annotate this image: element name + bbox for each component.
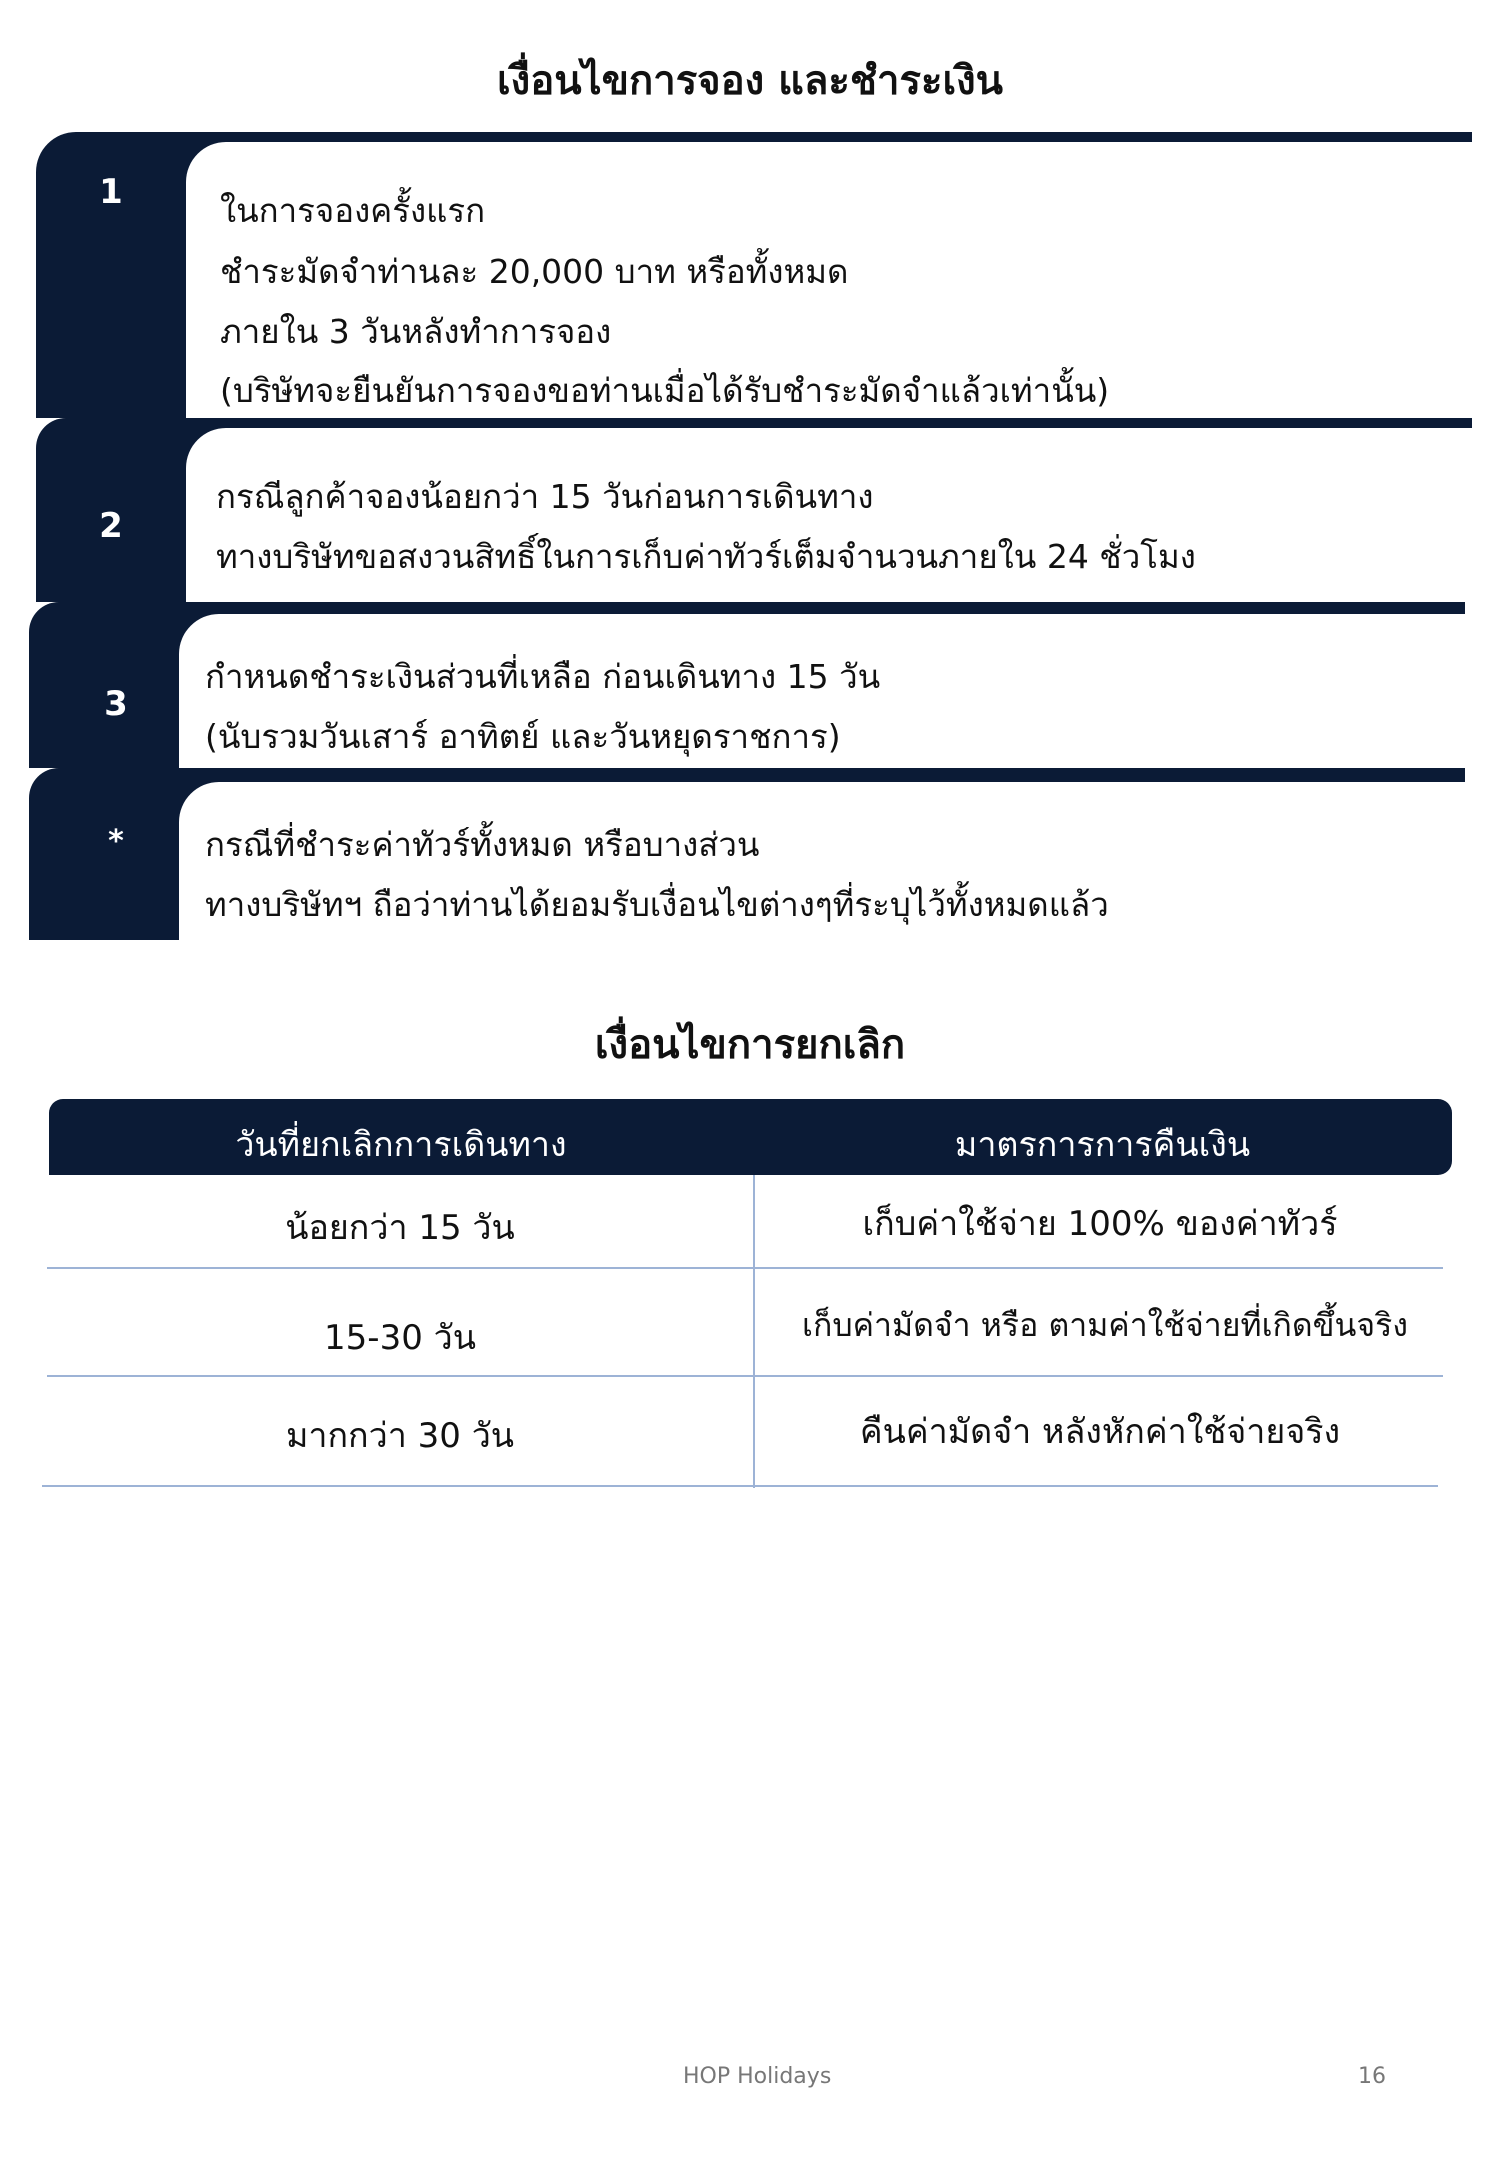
item-line: ชำระมัดจำท่านละ 20,000 บาท หรือทั้งหมด bbox=[220, 252, 849, 291]
item-number: 1 bbox=[99, 172, 123, 212]
table-row-divider bbox=[42, 1485, 1438, 1487]
item-line: ทางบริษัทฯ ถือว่าท่านได้ยอมรับเงื่อนไขต่างๆที่ระบุไว้ทั้งหมดแล้ว bbox=[205, 885, 1109, 924]
footer-page-number: 16 bbox=[1358, 2064, 1386, 2089]
footer-brand: HOP Holidays bbox=[683, 2064, 832, 2089]
table-row-divider bbox=[47, 1375, 1443, 1377]
item-card bbox=[186, 142, 1472, 418]
cancellation-table-header bbox=[49, 1099, 1452, 1175]
booking-item-1 bbox=[36, 132, 1472, 418]
table-cell-refund: เก็บค่ามัดจำ หรือ ตามค่าใช้จ่ายที่เกิดขึ้นจริง bbox=[802, 1306, 1408, 1344]
booking-item-2 bbox=[36, 418, 1472, 602]
booking-item-3 bbox=[29, 602, 1465, 768]
item-number: 3 bbox=[104, 684, 128, 724]
item-line: ภายใน 3 วันหลังทำการจอง bbox=[220, 312, 612, 351]
item-line: กรณีที่ชำระค่าทัวร์ทั้งหมด หรือบางส่วน bbox=[205, 825, 760, 864]
item-line: ในการจองครั้งแรก bbox=[220, 191, 486, 230]
booking-conditions-title: เงื่อนไขการจอง และชำระเงิน bbox=[496, 58, 1003, 104]
item-card bbox=[179, 614, 1465, 768]
header-cell-refund: มาตรการการคืนเงิน bbox=[954, 1125, 1251, 1165]
table-cell-refund: คืนค่ามัดจำ หลังหักค่าใช้จ่ายจริง bbox=[859, 1412, 1341, 1452]
item-number: 2 bbox=[99, 506, 123, 546]
table-cell-days: มากกว่า 30 วัน bbox=[285, 1416, 515, 1456]
item-line: (นับรวมวันเสาร์ อาทิตย์ และวันหยุดราชการ) bbox=[205, 717, 841, 756]
item-card bbox=[186, 428, 1472, 602]
booking-item-note bbox=[29, 768, 1465, 940]
item-line: ทางบริษัทขอสงวนสิทธิ์ในการเก็บค่าทัวร์เต็มจำนวนภายใน 24 ชั่วโมง bbox=[216, 537, 1196, 576]
item-card bbox=[179, 782, 1465, 940]
item-line: กำหนดชำระเงินส่วนที่เหลือ ก่อนเดินทาง 15 วัน bbox=[205, 657, 881, 696]
item-line: กรณีลูกค้าจองน้อยกว่า 15 วันก่อนการเดินทาง bbox=[216, 477, 874, 516]
table-row-divider bbox=[47, 1267, 1443, 1269]
cancellation-title: เงื่อนไขการยกเลิก bbox=[594, 1022, 906, 1068]
item-line: (บริษัทจะยืนยันการจองขอท่านเมื่อได้รับชำระมัดจำแล้วเท่านั้น) bbox=[220, 371, 1110, 410]
header-cell-date: วันที่ยกเลิกการเดินทาง bbox=[235, 1125, 567, 1165]
table-cell-refund: เก็บค่าใช้จ่าย 100% ของค่าทัวร์ bbox=[862, 1204, 1338, 1244]
item-number: * bbox=[108, 824, 124, 859]
table-cell-days: น้อยกว่า 15 วัน bbox=[285, 1208, 515, 1248]
table-cell-days: 15-30 วัน bbox=[324, 1318, 476, 1358]
